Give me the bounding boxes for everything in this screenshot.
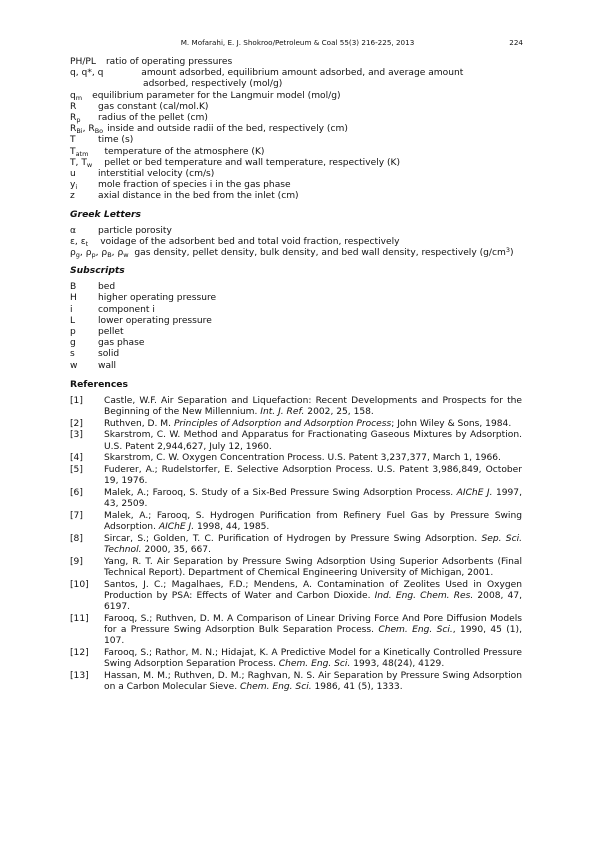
subscript-item: w wall xyxy=(70,360,117,371)
definition: gas density, pellet density, bulk density, and bed wall density, respectively $(g/cm^3)$ xyxy=(134,246,514,259)
definition: radius of the pellet (cm) xyxy=(98,113,208,124)
reference-item: [9] Yang, R. T. Air Separation by Pressure Swing Adsorption Using Superior Adsorbents (Final Technical Report). Department of Chemical Engineering University of Michigan, 2001. xyxy=(70,556,522,578)
definition: voidage of the adsorbent bed and total void fraction, respectively xyxy=(100,236,400,247)
subscripts-heading: Subscripts xyxy=(70,265,125,277)
reference-item: [8] Sircar, S.; Golden, T. C. Purification of Hydrogen by Pressure Swing Adsorption. Sep. Sci. Technol. 2000, 35, 667. xyxy=(70,533,522,556)
definition: ratio of operating pressures xyxy=(105,57,233,67)
definition: inside and outside radii of the bed, respectively (cm) xyxy=(107,124,348,135)
definition: particle porosity xyxy=(98,225,172,236)
nomenclature-item xyxy=(70,147,522,158)
symbol: z xyxy=(70,191,75,202)
reference-item: [11] Farooq, S.; Ruthven, D. M. A Comparison of Linear Driving Force And Pore Diffusion Models for a Pressure Swing Adsorption Bulk Separation Process. Chem. Eng. Sci., 1990, 45 (1), 107. xyxy=(70,613,522,647)
symbol: R xyxy=(70,101,77,112)
symbol: $T_{atm}$ xyxy=(70,146,89,158)
symbol: PH/PL xyxy=(70,57,96,67)
nomenclature-item xyxy=(70,169,522,180)
nomenclature-item xyxy=(70,226,522,237)
subscript-item: i component i xyxy=(70,304,155,315)
symbol: $q_m$ xyxy=(70,90,83,102)
definition: mole fraction of species i in the gas phase xyxy=(98,180,291,191)
subscript-item: B bed xyxy=(70,282,116,293)
symbol: T xyxy=(70,135,76,146)
running-citation: M. Mofarahi, E. J. Shokroo/Petroleum & Coal 55(3) 216-225, 2013 xyxy=(180,38,415,47)
greek-letters-heading: Greek Letters xyxy=(70,208,141,220)
reference-item: [6] Malek, A.; Farooq, S. Study of a Six-Bed Pressure Swing Adsorption Process. AIChE J. 1997, 43, 2509. xyxy=(70,488,522,510)
nomenclature-item xyxy=(70,124,522,135)
symbol: $y_i$ xyxy=(70,180,78,192)
definition: interstitial velocity (cm/s) xyxy=(98,169,215,180)
references-heading: References xyxy=(70,378,128,390)
symbol: u xyxy=(70,169,76,180)
page-header xyxy=(0,38,595,50)
symbol: $R_{Bi}$, $R_{Bo}$ xyxy=(70,124,104,136)
nomenclature-item xyxy=(70,158,522,169)
symbol: q, q*, q xyxy=(70,68,104,79)
reference-item: [5] Fuderer, A.; Rudelstorfer, E. Selective Adsorption Process. U.S. Patent 3,986,849, October 19, 1976. xyxy=(70,465,522,487)
reference-item: [12] Farooq, S.; Rathor, M. N.; Hidajat, K. A Predictive Model for a Kinetically Controlled Pressure Swing Adsorption Separation Process. Chem. Eng. Sci. 1993, 48(24), 4129. xyxy=(70,647,522,670)
subscript-item: L lower operating pressure xyxy=(70,315,212,326)
definition: time (s) xyxy=(98,135,134,146)
symbol: ε, $\varepsilon_t$ xyxy=(70,236,89,248)
nomenclature-item xyxy=(70,237,522,248)
definition: equilibrium parameter for the Langmuir model (mol/g) xyxy=(92,90,341,101)
definition: amount adsorbed, equilibrium amount adsorbed, and average amount xyxy=(141,68,464,79)
reference-item: [4] Skarstrom, C. W. Oxygen Concentration Process. U.S. Patent 3,237,377, March 1, 1966. xyxy=(70,453,501,464)
subscript-item: p pellet xyxy=(70,327,124,338)
reference-item: [3] Skarstrom, C. W. Method and Apparatus for Fractionating Gaseous Mixtures by Adsorption. U.S. Patent 2,944,627, July 12, 1960. xyxy=(70,430,522,452)
nomenclature-item xyxy=(70,180,522,191)
reference-item: [1] Castle, W.F. Air Separation and Liquefaction: Recent Developments and Prospects for the Beginning of the New Millennium. Int. J. Ref. 2002, 25, 158. xyxy=(70,395,522,418)
reference-item: [10] Santos, J. C.; Magalhaes, F.D.; Mendens, A. Contamination of Zeolites Used in Oxygen Production by PSA: Effects of Water and Carbon Dioxide. Ind. Eng. Chem. Res. 2008, 47, 6197. xyxy=(70,579,522,613)
nomenclature-item xyxy=(70,57,522,68)
reference-list xyxy=(70,396,522,693)
page-content xyxy=(70,57,522,694)
symbol: α xyxy=(70,225,76,236)
nomenclature-item xyxy=(70,68,522,90)
definition-continued: adsorbed, respectively (mol/g) xyxy=(143,79,283,90)
definition: temperature of the atmosphere (K) xyxy=(104,146,265,157)
reference-item: [13] Hassan, M. M.; Ruthven, D. M.; Raghvan, N. S. Air Separation by Pressure Swing Adsorption on a Carbon Molecular Sieve. Chem. Eng. Sci. 1986, 41 (5), 1333. xyxy=(70,670,522,692)
reference-item: [2] Ruthven, D. M. Principles of Adsorption and Adsorption Process; John Wiley & Sons, 1984. xyxy=(70,418,512,429)
nomenclature-item xyxy=(70,248,522,259)
page-number: 224 xyxy=(509,38,523,47)
reference-item: [7] Malek, A.; Farooq, S. Hydrogen Purification from Refinery Fuel Gas by Pressure Swing Adsorption. AIChE J. 1998, 44, 1985. xyxy=(70,510,522,533)
definition: gas constant (cal/mol.K) xyxy=(98,101,209,112)
subscript-item: g gas phase xyxy=(70,338,145,349)
symbol: T, $T_w$ xyxy=(70,157,93,169)
subscript-item: s solid xyxy=(70,349,120,360)
nomenclature-item xyxy=(70,191,522,202)
nomenclature-item xyxy=(70,102,522,113)
symbol: $R_p$ xyxy=(70,113,81,125)
definition: axial distance in the bed from the inlet (cm) xyxy=(98,191,299,202)
nomenclature-item xyxy=(70,91,522,102)
definition: pellet or bed temperature and wall temperature, respectively (K) xyxy=(104,157,401,168)
symbol: $\rho_g$, $\rho_p$, $\rho_B$, $\rho_w$ xyxy=(70,248,129,260)
subscript-item: H higher operating pressure xyxy=(70,293,217,304)
nomenclature-item xyxy=(70,113,522,124)
nomenclature-item xyxy=(70,135,522,146)
